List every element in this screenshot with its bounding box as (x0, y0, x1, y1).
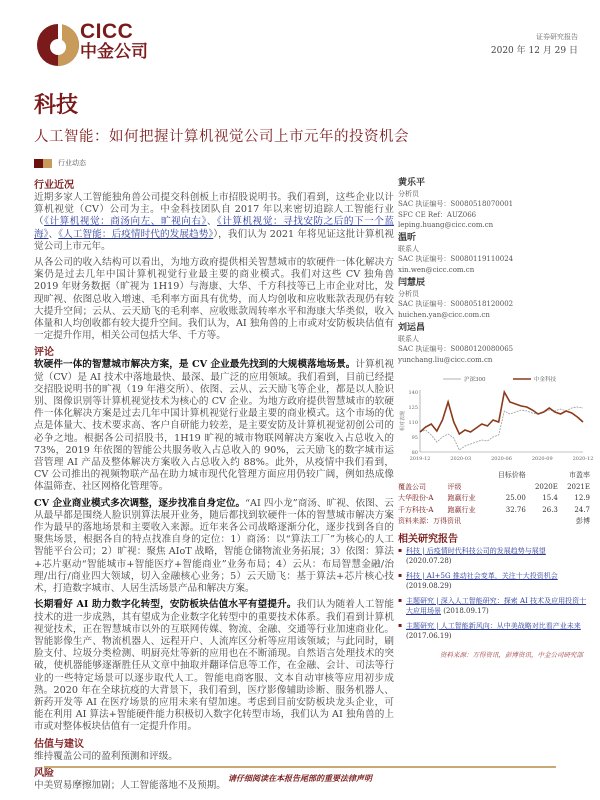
report-link[interactable]: 《计算机视觉：寻找安防之后的下一个蓝海》 (34, 216, 395, 240)
analyst (398, 322, 590, 365)
paragraph: 从各公司的收入结构可以看出，为地方政府提供相关智慧城市的软硬件一体化解决方案仍是过去几年中国计算机视觉行业最主要的商业模式。我们对这些 CV 独角兽 2019 年财务数据（旷视为 1H19）与海康、大华、千方科技等已上市企业对比，发现旷视、依图总收入增速、毛利率方面具有优势，而人均创收和应收账款表现仍有较大提升空间；云从、云天励飞的毛利率、应收账款周转率水平和海康大华类似，收入体量和人均创收都有较大提升空间。我们认为，AI 独角兽的上市或对安防板块估值有一定提升作用，相关公司包括大华、千方等。 (34, 257, 394, 342)
text: ），我们认为 2021 年将见证这批计算机视觉公司上市元年。 (34, 228, 395, 252)
analyst-info: SAC 执证编号：S0080518070001 (398, 200, 514, 209)
report-link[interactable]: 《人工智能：后疫情时代的发展趋势》 (58, 228, 214, 240)
lead: CV 企业商业模式多次调整，逐步找准自身定位。 (34, 497, 246, 509)
x-tick-label: 2019-12 (409, 456, 431, 462)
footer-divider (44, 766, 556, 768)
series-line-cicc-tech (420, 392, 583, 434)
target: 32.76 (505, 505, 526, 514)
pe: 24.7 (574, 505, 590, 514)
col-header: 2021E (567, 482, 590, 491)
lead: 软硬件一体的智慧城市解决方案，是 CV 企业最先找到的大规模落地场景。 (34, 359, 356, 371)
rating: 跑赢行业 (447, 505, 476, 514)
paragraph (34, 192, 394, 253)
y-tick-label: 140 (408, 390, 418, 396)
text: 近期多家人工智能独角兽公司提交科创板上市招股说明书。我们看到，这些企业以计算机视觉（CV）公司为主。中金科技团队自 2017 年以来密切追踪人工智能行业（ (34, 192, 394, 228)
analyst-name: 黄乐平 (398, 178, 426, 188)
logo-text (80, 22, 148, 62)
col-header: 评级 (447, 482, 462, 491)
analyst-info: SFC CE Ref：AUZ066 (398, 210, 477, 219)
report-link[interactable]: 科技 | AI+5G 推动社会变革，关注十大投资机会 (406, 572, 558, 580)
sector-title: 科技 (34, 92, 79, 118)
report-link[interactable]: 科技 | 后疫情时代科技公司的发展趋势与展望 (406, 547, 546, 555)
x-tick-label: 2020-03 (450, 456, 472, 462)
report-date: 2020 年 12 月 29 日 (490, 46, 578, 56)
text: 我们认为随着人工智能技术的进一步成熟，其有望成为企业数字化转型中的重要技术体系。我们看到计算机视觉技术，正在智慧城市以外的互联网传媒、物流、金融、交通等行业加速商业化。智能影像生产、物流机器人、远程开户、人流库区分析等应用该领域；与此同时，刷脸支付、垃圾分类检测、明厨亮灶等新的应用也在不断涌现。自然语言处理技术的突破，使机器能够逐渐胜任从文章中抽取并翻译信息等工作，在金融、会计、司法等行业的一些特定场景可以逐步取代人工。智能电商客服、文本自动审核等应用初步成熟。2020 年在全球抗疫的大背景下，我们看到，医疗影像辅助诊断、服务机器人、新药开发等 AI 在医疗场景的应用未来有望加速。考虑到目前安防板块龙头企业，可能在利用 AI 算法+智能硬件能力积极切入数字化转型市场，我们认为 AI 独角兽的上市或对整体板块估值有一定提升作用。 (34, 599, 394, 733)
lead: 长期看好 AI 助力数字化转型，安防板块估值水平有望提升。 (34, 599, 297, 611)
x-tick-label: 2020-09 (531, 456, 553, 462)
analyst-role: 联系人 (398, 245, 419, 254)
col-header: 目标价格 (497, 471, 526, 479)
paragraph (34, 498, 394, 596)
date: (2019.08.29) (406, 582, 452, 590)
paragraph: 维持覆盖公司的盈利预测和评级。 (34, 750, 178, 762)
list-item (398, 621, 590, 641)
analyst (398, 177, 590, 230)
x-tick-label: 2020-12 (572, 456, 594, 462)
date: (2018.09.17) (443, 607, 489, 615)
table-note: 彭博 (576, 517, 590, 525)
source-note: 资料来源：万得资讯，彭博资讯，中金公司研究部 (440, 651, 583, 659)
paragraph (34, 599, 394, 733)
col-header: 覆盖公司 (398, 482, 426, 491)
text: “AI 四小龙”商汤、旷视、依图、云从最早都是围绕人脸识别算法展开业务，随后都找到软硬件一体的智慧城市解决方案作为最早的落地场景和主要收入来源。近年来各公司战略逐渐分化，逐步找到各自的聚焦场景，根据各自的特点找准自身的定位：1）商汤：以“算法工厂”为核心的人工智能平台公司；2）旷视：聚焦 AIoT 战略，智能仓储物流业务拓展；3）依图：算法+芯片驱动“智能城市+智能医疗+智能商业”业务布局；4）云从：布局智慧金融/治理/出行/商业四大领域，切入金融核心业务；5）云天励飞：基于算法+芯片核心技术，打造数字城市、人居生活场景产品和解决方案。 (34, 497, 394, 595)
analyst-list (398, 175, 590, 365)
analyst-info: SAC 执证编号：S0080119110024 (398, 255, 514, 264)
performance-chart (398, 372, 594, 464)
pe: 26.3 (542, 505, 558, 514)
text: 、 (206, 216, 217, 228)
text: 计算机视觉（CV）是 AI 技术中落地最快、最深、最广泛的应用领域。我们看到，目前已经提交招股说明书的旷视（19 年港交所）、依图、云从、云天励飞等企业，都是以人脸识别、图像识别等计算机视觉技术为核心的 CV 企业。为地方政府提供智慧城市的软硬件一体化解决方案是过去几年中国计算机视觉行业最主要的商业模式。这个市场的优点是体量大、技术要求高、客户自研能力较差，是主要安防及计算机视觉初创公司的必争之地。根据各公司招股书，1H19 旷视的城市物联网解决方案收入占总收入的 73%，2019 年依图的智能公共服务收入占总收入的 90%，云天励飞的数字城市运营管理 AI 产品及整体解决方案收入占总收入约 88%。此外，从疫情中我们看到，CV 公司推出的视频物联产品在助力城市现代化管理方面应用仍较广阔，例如热成像体温筛查、社区网格化管理等。 (34, 359, 395, 493)
target: 25.00 (505, 494, 526, 502)
section-heading: 估值与建议 (34, 738, 84, 750)
related-reports (398, 546, 590, 646)
paragraph: 中美贸易摩擦加剧；人工智能落地不及预期。 (34, 779, 226, 791)
y-tick-label: 95 (411, 435, 418, 441)
analyst-info[interactable]: huichen.yan@cicc.com.cn (398, 310, 490, 319)
table-row (398, 493, 590, 505)
report-link[interactable]: 主题研究 | 人工智能新风向：从中美战略对比看产业未来 (406, 622, 581, 630)
analyst (398, 232, 590, 275)
report-link[interactable]: 《计算机视觉：商汤向左、旷视向右》 (44, 216, 207, 228)
analyst-role: 分析员 (398, 290, 419, 299)
analyst-role: 联系人 (398, 334, 419, 343)
pe: 15.4 (542, 494, 558, 502)
legal-notice: 请仔细阅读在本报告尾部的重要法律声明 (228, 773, 372, 783)
list-item (398, 596, 590, 616)
doc-type: 证券研究报告 (536, 33, 578, 41)
text: 、 (48, 228, 59, 240)
report-link[interactable]: 主题研究 | 深入人工智能研究：探索 AI 技术及应用投资十大应用场景 (406, 597, 587, 615)
cicc-logo-icon (35, 22, 81, 68)
tag-square (34, 159, 43, 168)
date: (2020.07.28) (406, 557, 452, 565)
report-title: 人工智能：如何把握计算机视觉公司上市元年的投资机会 (34, 129, 409, 145)
logo-en: CICC (80, 20, 134, 43)
analyst-info[interactable]: leping.huang@cicc.com.cn (398, 220, 494, 229)
list-item (398, 546, 590, 566)
y-tick-label: 125 (408, 405, 418, 411)
y-tick-label: 80 (411, 450, 418, 456)
analyst (398, 277, 590, 320)
section-heading: 风险 (34, 767, 54, 779)
paragraph (34, 359, 394, 493)
analyst-info: SAC 执证编号：S0080518120002 (398, 300, 514, 309)
coverage-table (398, 470, 590, 528)
analyst-info: SAC 执证编号：S0080120080065 (398, 345, 514, 354)
date: (2017.06.19) (406, 632, 452, 640)
analyst-name: 闫慧辰 (398, 278, 426, 289)
company: 千方科技-A (398, 505, 434, 514)
table-source: 资料来源：万得资讯 (398, 517, 461, 525)
y-axis-label: 相对表现 (400, 410, 406, 432)
rating: 跑赢行业 (447, 494, 476, 502)
list-item (398, 571, 590, 591)
pe: 12.9 (574, 494, 590, 502)
main-body (34, 175, 394, 796)
report-tag (34, 158, 86, 168)
analyst-role: 分析员 (398, 190, 419, 198)
tag-square (43, 159, 52, 168)
logo-cn: 中金公司 (80, 42, 148, 61)
related-heading: 相关研究报告 (398, 534, 458, 545)
col-header: 2020E (534, 482, 558, 491)
company: 大华股份-A (398, 494, 434, 502)
analyst-info[interactable]: xin.wen@cicc.com.cn (398, 265, 475, 274)
section-heading: 行业近况 (34, 180, 74, 191)
legend-label: 中金科技 (534, 377, 557, 383)
analyst-name: 温昕 (398, 233, 417, 244)
legend-label: 沪深300 (464, 377, 486, 383)
analyst-info[interactable]: yunchang.liu@cicc.com.cn (398, 355, 493, 364)
table-row (398, 505, 590, 517)
analyst-name: 刘运昌 (398, 322, 426, 333)
tag-label: 行业动态 (58, 159, 86, 167)
y-tick-label: 110 (408, 420, 418, 426)
section-heading: 评论 (34, 347, 54, 359)
col-header: 市盈率 (569, 471, 590, 479)
x-tick-label: 2020-06 (491, 456, 512, 462)
